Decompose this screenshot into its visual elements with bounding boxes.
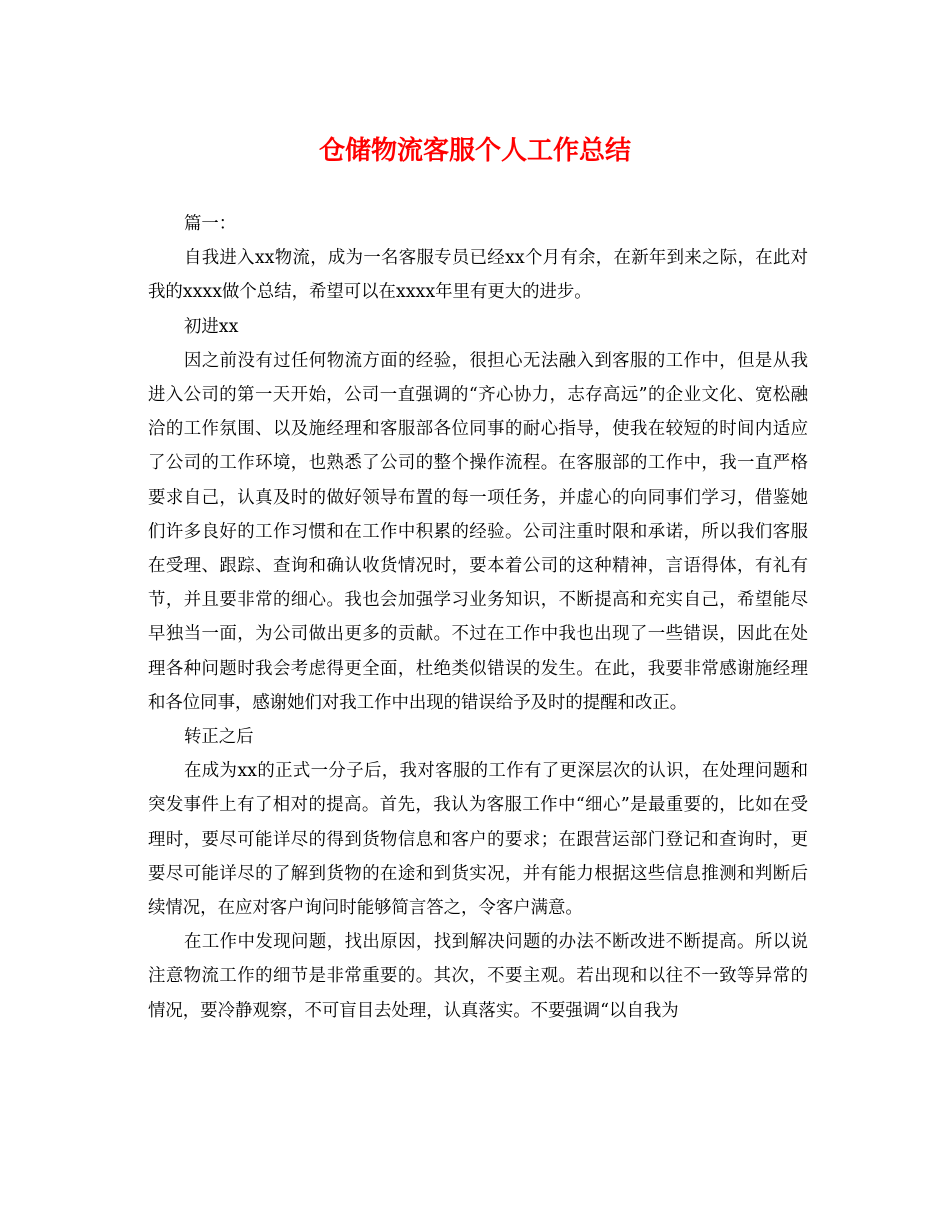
paragraph: 因之前没有过任何物流方面的经验，很担心无法融入到客服的工作中，但是从我进入公司的第一天开始，公司一直强调的“齐心协力，志存高远”的企业文化、宽松融洽的工作氛围、以及施经理和客服部各位同事的耐心指导，使我在较短的时间内适应了公司的工作环境，也熟悉了公司的整个操作流程。在客服部的工作中，我一直严格要求自己，认真及时的做好领导布置的每一项任务，并虚心的向同事们学习，借鉴她们许多良好的工作习惯和在工作中积累的经验。公司注重时限和承诺，所以我们客服在受理、跟踪、查询和确认收货情况时，要本着公司的这种精神，言语得体，有礼有节，并且要非常的细心。我也会加强学习业务知识，不断提高和充实自己，希望能尽早独当一面，为公司做出更多的贡献。不过在工作中我也出现了一些错误，因此在处理各种问题时我会考虑得更全面，杜绝类似错误的发生。在此，我要非常感谢施经理和各位同事，感谢她们对我工作中出现的错误给予及时的提醒和改正。 (148, 350, 808, 713)
paragraph: 在成为xx的正式一分子后，我对客服的工作有了更深层次的认识，在处理问题和突发事件上有了相对的提高。首先，我认为客服工作中“细心”是最重要的，比如在受理时，要尽可能详尽的得到货物信息和客户的要求；在跟营运部门登记和查询时，更要尽可能详尽的了解到货物的在途和到货实况，并有能力根据这些信息推测和判断后续情况，在应对客户询问时能够简言答之，令客户满意。 (148, 761, 808, 919)
paragraph: 初进xx (184, 316, 239, 337)
paragraph: 自我进入xx物流，成为一名客服专员已经xx个月有余，在新年到来之际，在此对我的xxxx做个总结，希望可以在xxxx年里有更大的进步。 (148, 248, 808, 303)
paragraph: 转正之后 (184, 727, 254, 748)
document-body (148, 207, 808, 1028)
paragraph: 在工作中发现问题，找出原因，找到解决问题的办法不断改进不断提高。所以说注意物流工作的细节是非常重要的。其次，不要主观。若出现和以往不一致等异常的情况，要冷静观察，不可盲目去处理，认真落实。不要强调“以自我为 (148, 932, 808, 1021)
paragraph: 篇一： (184, 214, 237, 234)
document-title: 仓储物流客服个人工作总结 (318, 136, 631, 166)
